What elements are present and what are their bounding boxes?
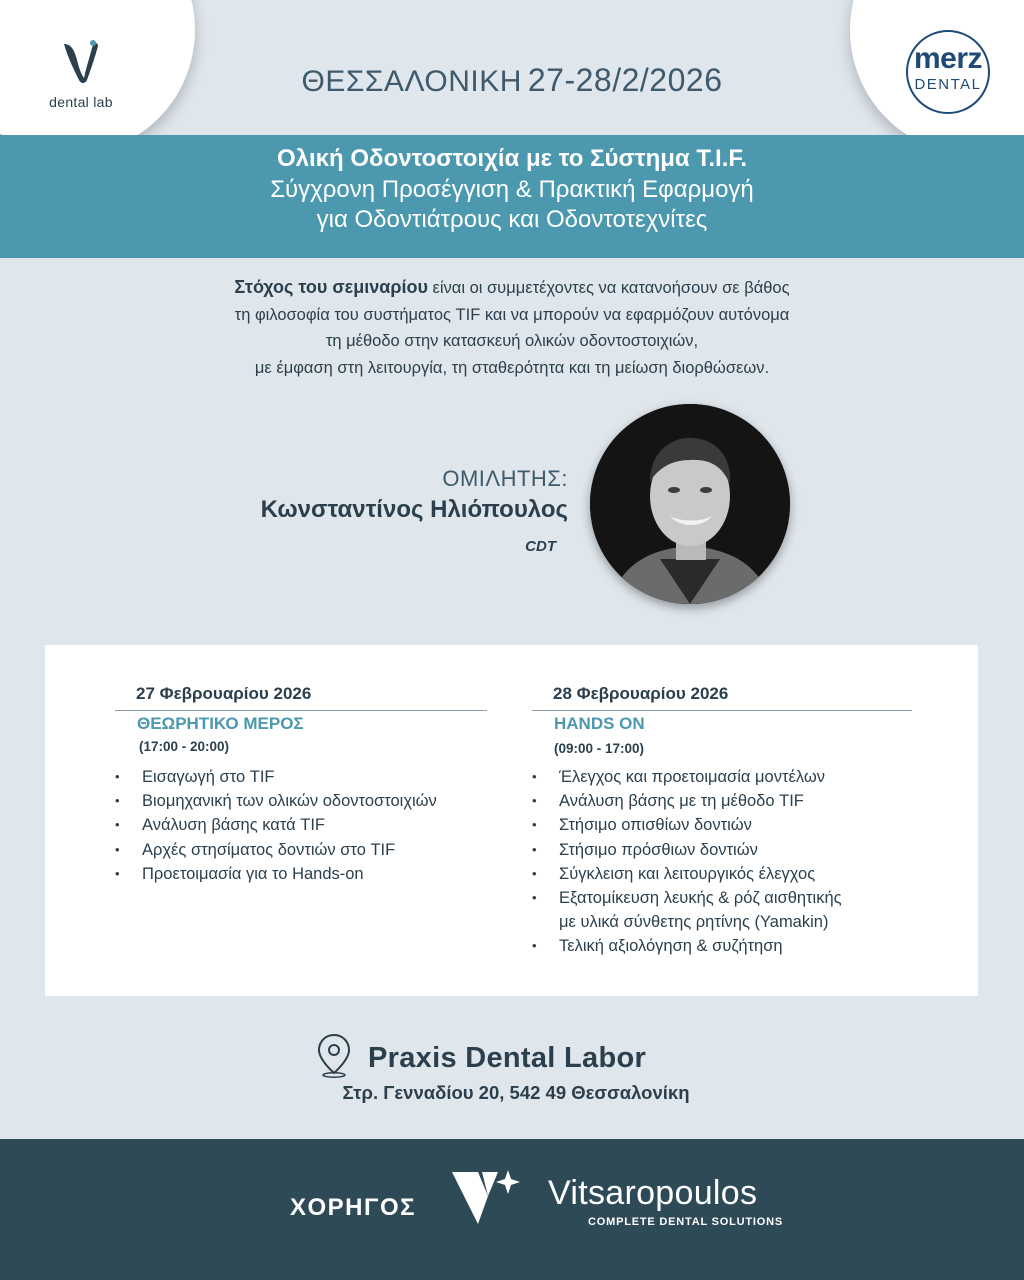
goal-lead: Στόχος του σεμιναρίου [234,277,428,297]
day2-date: 28 Φεβρουαρίου 2026 [553,684,729,703]
day1-divider [115,710,487,711]
venue-name: Praxis Dental Labor [368,1042,647,1074]
day1-date: 27 Φεβρουαρίου 2026 [136,684,312,703]
list-item: • Έλεγχος και προετοιμασία μοντέλων [532,765,932,789]
merz-logo-subtitle: DENTAL [914,76,982,93]
goal-line-1: είναι οι συμμετέχοντες να κατανοήσουν σε βάθος [427,279,790,297]
seminar-title: Ολική Οδοντοστοιχία με το Σύστημα T.I.F. [276,145,748,172]
event-date: 27-28/2/2026 [527,62,723,98]
goal-line-2: τη φιλοσοφία του συστήματος TIF και να μπορούν να εφαρμόζουν αυτόνομα [234,305,790,324]
list-item-continuation: με υλικά σύνθετης ρητίνης (Yamakin) [559,913,829,932]
list-item: • Εξατομίκευση λευκής & ρόζ αισθητικής [532,886,932,910]
event-city-date [0,62,1024,99]
day1-time: (17:00 - 20:00) [139,739,230,754]
sponsor-name: Vitsaropoulos [548,1174,758,1212]
venue-address: Στρ. Γενναδίου 20, 542 49 Θεσσαλονίκη [342,1082,690,1103]
list-item: • Εισαγωγή στο TIF [115,765,515,789]
sponsor-label: ΧΟΡΗΓΟΣ [290,1194,417,1221]
speaker-portrait-icon [590,404,790,604]
map-pin-icon [316,1032,352,1078]
speaker-label: ΟΜΙΛΗΤΗΣ: [442,466,568,491]
list-item: • Σύγκλειση και λειτουργικός έλεγχος [532,862,932,886]
sponsor-tagline: COMPLETE DENTAL SOLUTIONS [588,1216,783,1228]
list-item: • Στήσιμο πρόσθιων δοντιών [532,838,932,862]
merz-logo-word: merz [913,42,983,75]
day1-subtitle: ΘΕΩΡΗΤΙΚΟ ΜΕΡΟΣ [137,714,304,733]
list-item: • Βιομηχανική των ολικών οδοντοστοιχιών [115,789,515,813]
seminar-subtitle-line-1: Σύγχρονη Προσέγγιση & Πρακτική Εφαρμογή [270,176,754,203]
speaker-title: CDT [525,538,556,555]
seminar-goal [112,274,912,381]
event-city: ΘΕΣΣΑΛΟΝΙΚΗ [301,65,522,98]
day2-time: (09:00 - 17:00) [554,741,645,756]
list-item: • Αρχές στησίματος δοντιών στο TIF [115,838,515,862]
list-item: • Προετοιμασία για το Hands-on [115,862,515,886]
goal-line-4: με έμφαση στη λειτουργία, τη σταθερότητα και τη μείωση διορθώσεων. [254,358,770,377]
goal-line-3: τη μέθοδο στην κατασκευή ολικών οδοντοστοιχιών, [325,332,699,350]
list-item: • Στήσιμο οπισθίων δοντιών [532,813,932,837]
dental-lab-logo-text: dental lab [49,94,113,110]
day1-item-list [115,765,515,886]
list-item: • Ανάλυση βάσης με τη μέθοδο TIF [532,789,932,813]
speaker-photo [590,404,790,604]
day2-item-list [532,765,932,959]
vitsaropoulos-logo-icon [448,1166,522,1228]
speaker-name: Κωνσταντίνος Ηλιόπουλος [260,496,568,523]
seminar-subtitle-line-2: για Οδοντιάτρους και Οδοντοτεχνίτες [316,206,708,233]
list-item: • Ανάλυση βάσης κατά TIF [115,813,515,837]
day2-divider [532,710,912,711]
day2-subtitle: HANDS ON [554,714,645,733]
list-item: • Τελική αξιολόγηση & συζήτηση [532,934,932,958]
